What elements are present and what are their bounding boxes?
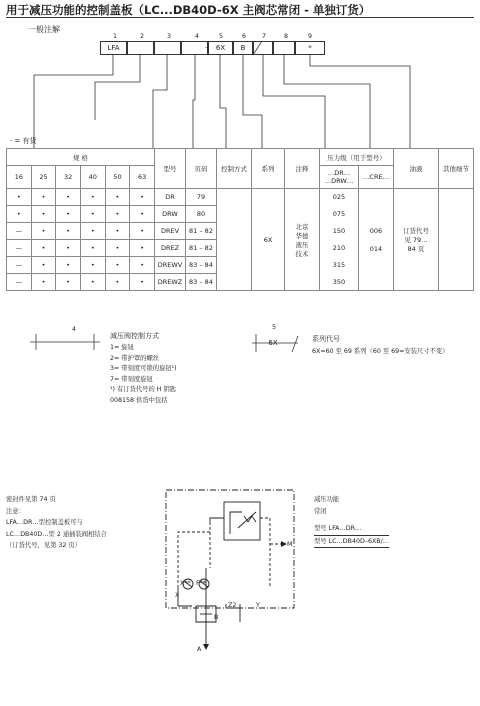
label-b: B: [214, 614, 219, 621]
hydraulic-schematic: [160, 488, 300, 658]
ordering-heading: 一般注解: [28, 25, 60, 34]
type-cell: DREWZ: [155, 274, 186, 291]
size-32: 32: [56, 166, 81, 189]
pos-8: 8: [284, 33, 289, 40]
legend4-list: [110, 343, 177, 406]
avail-cell: •: [56, 274, 81, 291]
label-z2: Z2: [228, 602, 237, 609]
legend4-item: ¹) 有订货代号的 H 钥匙: [110, 386, 177, 393]
pos-6: 6: [242, 33, 247, 40]
size-63: 63: [130, 166, 155, 189]
avail-cell: •: [31, 206, 56, 223]
type-header: 型号: [155, 149, 186, 189]
legend5-symbol: [252, 332, 302, 354]
notes-line: 液压: [295, 240, 309, 249]
code-field-1: LFA: [100, 41, 127, 55]
avail-cell: •: [80, 206, 105, 223]
control-cell: [217, 257, 252, 274]
left-notes: [6, 494, 107, 552]
pos-1: 1: [113, 33, 118, 40]
type-cell: DREWV: [155, 257, 186, 274]
avail-cell: •: [56, 223, 81, 240]
note-line: LC…DB40D…型 2 通插装阀相结合: [6, 530, 107, 538]
table-row: [7, 189, 474, 206]
label-x2: X**: [180, 580, 191, 587]
size-16: 16: [7, 166, 32, 189]
other-cell: [439, 189, 474, 291]
size-50: 50: [105, 166, 130, 189]
note-line: （订货代号，见第 32 页）: [6, 542, 81, 549]
size-25: 25: [31, 166, 56, 189]
avail-cell: •: [56, 257, 81, 274]
note-line: 注意：: [6, 507, 25, 515]
avail-cell: •: [80, 189, 105, 206]
page-header: 页码: [186, 149, 217, 189]
fluid-line: 见 79…: [404, 236, 428, 244]
avail-cell: •: [31, 223, 56, 240]
avail-cell: •: [7, 206, 32, 223]
avail-cell: —: [7, 240, 32, 257]
label-f: F**: [196, 580, 206, 587]
pos-4: 4: [195, 33, 200, 40]
legend5-number: 5: [272, 324, 277, 331]
control-cell: [217, 223, 252, 240]
series-cell: 6X: [252, 189, 285, 291]
avail-cell: •: [31, 257, 56, 274]
legend4-item: 1= 旋钮: [110, 344, 134, 351]
notes-header: 注释: [285, 149, 320, 189]
legend4-item: 008158 供货中包括: [110, 396, 168, 404]
legend4-title: 减压阀控制方式: [110, 332, 159, 340]
type-cell: DRW: [155, 206, 186, 223]
pressure-cell: 150: [320, 223, 359, 240]
fluid-line: 84 页: [407, 245, 425, 253]
avail-cell: •: [105, 206, 130, 223]
avail-cell: •: [31, 189, 56, 206]
avail-cell: •: [56, 240, 81, 257]
type-cell: DREV: [155, 223, 186, 240]
page-cell: 83 – 84: [186, 257, 217, 274]
legend5-text: 6X=60 至 69 系列（60 至 69=安装尺寸不变）: [312, 348, 449, 355]
size-header: 规 格: [7, 149, 155, 166]
pressure2-value: 014: [369, 244, 383, 253]
note-line: 密封件见第 74 页: [6, 496, 56, 503]
notes-line: 技术: [295, 249, 309, 258]
right-notes: [314, 494, 389, 548]
avail-cell: •: [105, 223, 130, 240]
label-a: A: [197, 646, 202, 653]
avail-cell: •: [130, 223, 155, 240]
spec-table: [6, 148, 474, 291]
page-cell: 83 – 84: [186, 274, 217, 291]
notes-cell: [285, 189, 320, 291]
label-y: Y: [256, 602, 260, 609]
avail-cell: •: [130, 257, 155, 274]
page-cell: 81 – 82: [186, 240, 217, 257]
notes-line: 华德: [295, 231, 309, 240]
pos-5: 5: [219, 33, 224, 40]
pressure2-cell: [359, 189, 394, 291]
avail-cell: —: [7, 274, 32, 291]
code-field-9: *: [295, 41, 325, 55]
avail-cell: •: [7, 189, 32, 206]
note-line: 常闭: [314, 507, 327, 515]
note-line: 减压功能: [314, 496, 340, 503]
series-header: 系列: [252, 149, 285, 189]
arrow-a-icon: [203, 644, 209, 650]
legend4-number: 4: [72, 326, 77, 333]
control-cell: [217, 189, 252, 206]
legend4-item: 2= 带护罩的螺丝: [110, 354, 160, 362]
control-header: 控制方式: [217, 149, 252, 189]
pressure-cell: 315: [320, 257, 359, 274]
legend5-title: 系列代号: [312, 335, 340, 343]
legend4-item: 7= 带刻度旋钮: [110, 375, 153, 383]
avail-cell: •: [80, 257, 105, 274]
type-cell: DR: [155, 189, 186, 206]
avail-cell: •: [130, 274, 155, 291]
code-field-6: B: [233, 41, 253, 55]
avail-cell: •: [105, 240, 130, 257]
label-x1: X: [175, 592, 180, 599]
avail-cell: •: [130, 240, 155, 257]
page-cell: 80: [186, 206, 217, 223]
fluid-cell: [394, 189, 439, 291]
pressure-cell: 075: [320, 206, 359, 223]
note-line: 型号 LC…DB40D–6XB/…: [314, 536, 389, 549]
control-cell: [217, 240, 252, 257]
legend4-symbol: [30, 332, 110, 354]
pressure2-value: 006: [369, 226, 383, 235]
code-field-5: 6X: [208, 41, 233, 55]
pressure-header: 压力级（用于型号）: [320, 149, 394, 166]
pos-2: 2: [140, 33, 145, 40]
avail-cell: —: [7, 257, 32, 274]
avail-cell: •: [105, 189, 130, 206]
page-title: 用于减压功能的控制盖板（LC...DB40D-6X 主阀芯常闭 - 单独订货）: [6, 3, 371, 17]
avail-cell: •: [130, 206, 155, 223]
type-cell: DREZ: [155, 240, 186, 257]
fluid-line: 订货代号: [403, 227, 429, 235]
avail-cell: —: [7, 223, 32, 240]
code-dash: –: [205, 44, 209, 51]
page-cell: 81 – 82: [186, 223, 217, 240]
pos-7: 7: [262, 33, 267, 40]
available-note: · = 有货: [10, 137, 37, 145]
control-cell: [217, 274, 252, 291]
control-cell: [217, 206, 252, 223]
avail-cell: •: [31, 274, 56, 291]
pressure-sub2: …CRE…: [359, 166, 394, 189]
note-line: 型号 LFA…DR…: [314, 523, 389, 536]
pos-3: 3: [167, 33, 172, 40]
legend4-item: 3= 带刻度可锁的旋钮¹): [110, 365, 177, 372]
label-m: M: [287, 541, 293, 548]
page-cell: 79: [186, 189, 217, 206]
legend5-box: 6X: [258, 336, 288, 350]
avail-cell: •: [56, 206, 81, 223]
note-line: LFA…DR…型控制盖板可与: [6, 519, 83, 526]
avail-cell: •: [31, 240, 56, 257]
avail-cell: •: [56, 189, 81, 206]
avail-cell: •: [105, 257, 130, 274]
fluid-header: 油液: [394, 149, 439, 189]
size-40: 40: [80, 166, 105, 189]
pressure-cell: 210: [320, 240, 359, 257]
pos-9: 9: [308, 33, 313, 40]
notes-line: 北京: [295, 222, 309, 231]
other-header: 其他细节: [439, 149, 474, 189]
avail-cell: •: [105, 274, 130, 291]
pressure-cell: 350: [320, 274, 359, 291]
pressure-cell: 025: [320, 189, 359, 206]
pressure-sub1: …DR… …DRW…: [320, 166, 359, 189]
avail-cell: •: [80, 274, 105, 291]
avail-cell: •: [130, 189, 155, 206]
avail-cell: •: [80, 223, 105, 240]
avail-cell: •: [80, 240, 105, 257]
